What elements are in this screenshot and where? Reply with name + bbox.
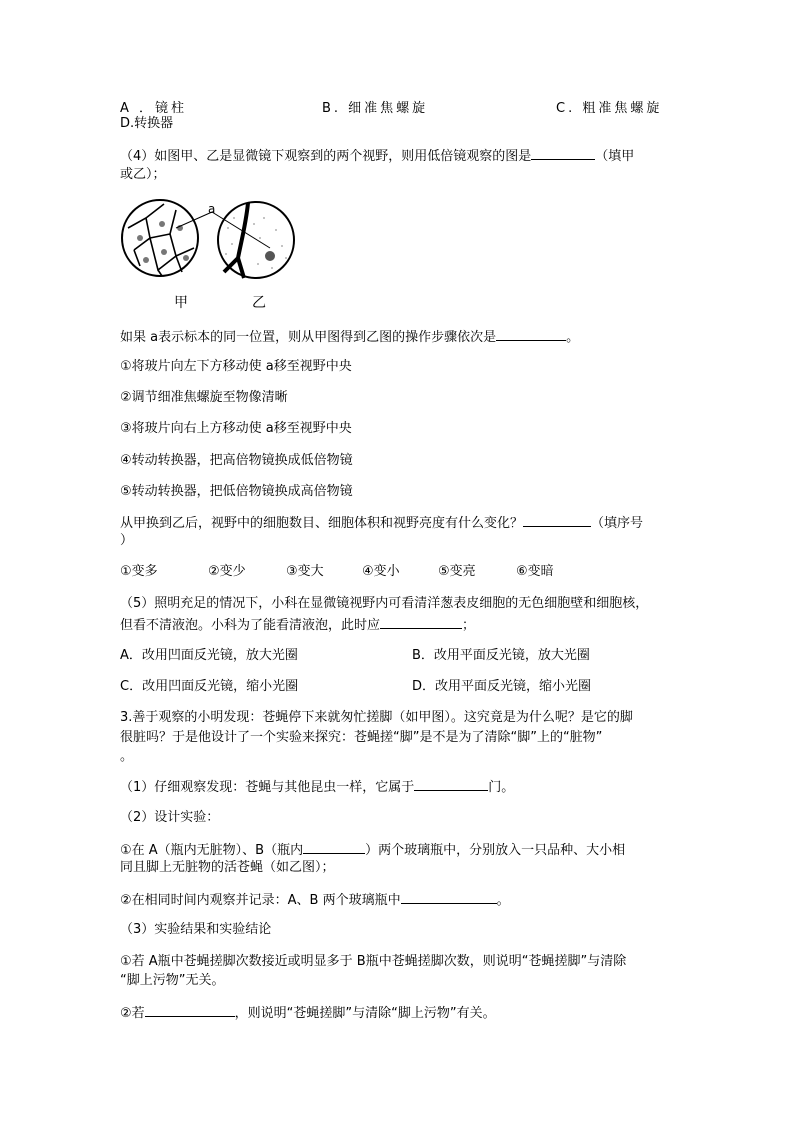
q3-part3-heading: （3）实验结果和实验结论 (120, 922, 272, 937)
q3-part2b (120, 891, 510, 909)
q3-result1-line2: “脚上污物”无关。 (120, 973, 225, 988)
q4-text: （4）如图甲、乙是显微镜下观察到的两个视野，则用低倍镜观察的图是 (120, 149, 532, 164)
change-option: ⑥变暗 (516, 564, 554, 579)
answer-blank[interactable] (531, 147, 595, 160)
change-option: ③变大 (286, 564, 324, 579)
q5-option-a: A．改用凹面反光镜，放大光圈 (120, 648, 298, 663)
step-item: ①将玻片向左下方移动使 a移至视野中央 (120, 359, 352, 374)
q4-text-after: （填甲 (595, 149, 635, 164)
q5-line2 (120, 616, 475, 634)
step-item: ④转动转换器，把高倍物镜换成低倍物镜 (120, 453, 353, 468)
q5-option-c: C．改用凹面反光镜，缩小光圈 (120, 679, 299, 694)
q4-steps-question (120, 328, 579, 346)
q3-result2 (120, 1004, 496, 1022)
q5-line1: （5）照明充足的情况下，小科在显微镜视野内可看清洋葱表皮细胞的无色细胞壁和细胞核， (120, 596, 649, 611)
q3-result2-text-after: ，则说明“苍蝇搓脚”与清除“脚上污物”有关。 (234, 1006, 496, 1021)
q3-part2b-text-after: 。 (496, 893, 510, 908)
q3-intro-line1: 3.善于观察的小明发现：苍蝇停下来就匆忙搓脚（如甲图）。这究竟是为什么呢？是它的脚 (120, 710, 633, 725)
q3-result2-text: ②若 (120, 1006, 145, 1021)
q4-line2: 或乙）； (120, 167, 166, 182)
q4-change-line2: ） (120, 533, 134, 548)
answer-blank[interactable] (380, 616, 462, 629)
q3-part1-text: （1）仔细观察发现：苍蝇与其他昆虫一样，它属于 (120, 780, 415, 795)
change-options (120, 564, 554, 580)
q3-part2-heading: （2）设计实验： (120, 810, 220, 825)
change-option: ①变多 (120, 564, 158, 579)
q4-steps-text-after: 。 (566, 330, 580, 345)
q4-steps-text: 如果 a表示标本的同一位置，则从甲图得到乙图的操作步骤依次是 (120, 330, 497, 345)
change-option: ②变少 (208, 564, 246, 579)
q3-part2a-line2: 同且脚上无脏物的活苍蝇（如乙图）； (120, 860, 335, 875)
answer-blank[interactable] (414, 778, 488, 791)
q3-result1-line1: ①若 A瓶中苍蝇搓脚次数接近或明显多于 B瓶中苍蝇搓脚次数，则说明“苍蝇搓脚”与清除 (120, 954, 627, 969)
q3-part2a (120, 841, 625, 859)
answer-blank[interactable] (496, 328, 566, 341)
option-d: D.转换器 (120, 116, 174, 131)
option-c: C. 粗准焦螺旋 (556, 101, 663, 116)
q3-part2a-text-after: ）两个玻璃瓶中，分别放入一只品种、大小相 (365, 843, 626, 858)
step-item: ③将玻片向右上方移动使 a移至视野中央 (120, 421, 352, 436)
q5-option-d: D．改用平面反光镜，缩小光圈 (412, 679, 592, 694)
q3-part2b-text: ②在相同时间内观察并记录：A、B 两个玻璃瓶中 (120, 893, 401, 908)
answer-blank[interactable] (303, 841, 365, 854)
q3-part1-text-after: 门。 (488, 780, 515, 795)
option-b: B. 细准焦螺旋 (322, 101, 429, 116)
answer-blank[interactable] (401, 891, 497, 904)
q3-intro-line3: 。 (120, 749, 134, 764)
q4-change-text: 从甲换到乙后，视野中的细胞数目、细胞体积和视野亮度有什么变化？ (120, 516, 524, 531)
microscope-figure (120, 198, 300, 310)
q5-text-after: ； (462, 618, 476, 633)
figure-label-a: a (208, 202, 216, 216)
q4-change-text-after: （填序号 (591, 516, 644, 531)
q3-part2a-text: ①在 A（瓶内无脏物）、B（瓶内 (120, 843, 304, 858)
figure-label-yi: 乙 (252, 295, 266, 311)
step-item: ②调节细准焦螺旋至物像清晰 (120, 390, 288, 405)
figure-label-jia: 甲 (174, 295, 188, 311)
q3-part1 (120, 778, 514, 796)
q4-line1 (120, 147, 634, 165)
answer-blank[interactable] (145, 1004, 235, 1017)
q4-change-question (120, 514, 643, 532)
change-option: ⑤变亮 (438, 564, 476, 579)
answer-blank[interactable] (523, 514, 591, 527)
step-item: ⑤转动转换器，把低倍物镜换成高倍物镜 (120, 484, 353, 499)
option-a: A ．镜柱 (120, 101, 188, 116)
q5-option-b: B．改用平面反光镜，放大光圈 (412, 648, 590, 663)
q5-text: 但看不清液泡。小科为了能看清液泡，此时应 (120, 618, 381, 633)
q3-intro-line2: 很脏吗？于是他设计了一个实验来探究：苍蝇搓“脚”是不是为了清除“脚”上的“脏物” (120, 730, 603, 745)
change-option: ④变小 (362, 564, 400, 579)
